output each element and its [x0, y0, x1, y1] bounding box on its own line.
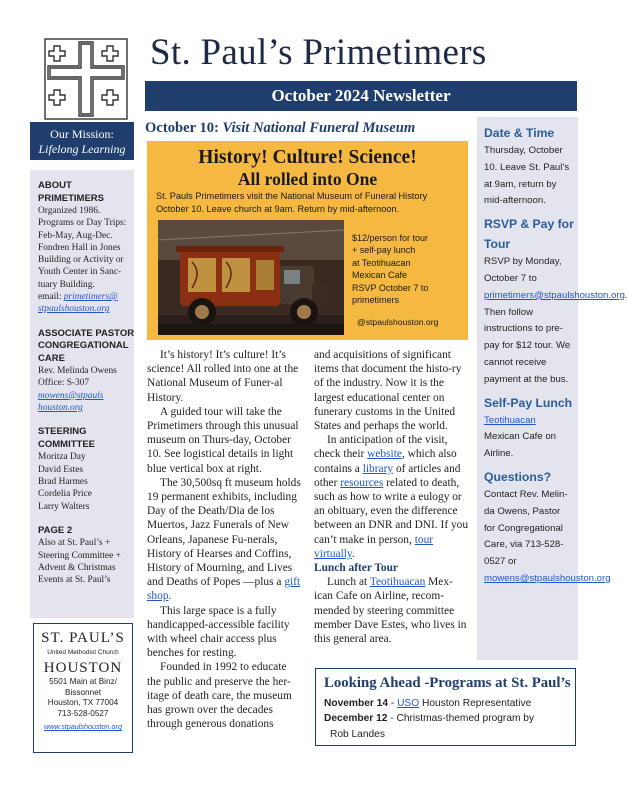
looking-ahead-title: Looking Ahead -Programs at St. Paul’s	[324, 675, 571, 691]
pastor-email-link[interactable]: mowens@stpauls	[38, 390, 104, 401]
event-details-sidebar	[477, 117, 628, 660]
church-address-box	[33, 623, 133, 753]
article-column-1	[147, 348, 301, 731]
museum-library-link[interactable]: library	[362, 462, 394, 475]
church-name: ST. PAUL’S	[41, 630, 125, 646]
page2-line: Events at St. Paul’s	[38, 575, 111, 586]
committee-member: Moritza Day	[38, 452, 86, 463]
about-line: Organized 1986.	[38, 206, 101, 216]
questions-heading: Questions?	[484, 469, 552, 484]
about-section	[38, 180, 130, 316]
flyer-title: History! Culture! Science!	[198, 147, 417, 168]
page2-section	[38, 525, 130, 587]
about-heading: ABOUT PRIMETIMERS	[38, 180, 104, 204]
looking-ahead-box	[315, 668, 576, 746]
pastor-office: Office: S-307	[38, 378, 90, 389]
committee-member: David Estes	[38, 464, 84, 475]
committee-member: Brad Harmes	[38, 476, 88, 487]
lunch-restaurant-link[interactable]: Teotihuacan	[484, 414, 536, 426]
rsvp-email-link[interactable]: primetimers@stpaulshouston.org	[484, 289, 625, 301]
museum-website-link[interactable]: website	[367, 448, 402, 461]
lunch-heading: Self-Pay Lunch	[484, 395, 573, 410]
page2-heading: PAGE 2	[38, 524, 73, 536]
website-link[interactable]: www.stpaulshouston.org	[44, 722, 122, 731]
church-city-name: HOUSTON	[43, 660, 123, 676]
article-paragraph: Lunch at Teotihuacan Mex-ican Cafe on Airline, recom-mended by steering committee member Dave Estes, who lives in this general area.	[314, 576, 467, 646]
mission-label: Our Mission:	[50, 127, 114, 141]
church-denomination: United Methodist Church	[47, 649, 119, 656]
antique-hearse-photo	[158, 220, 344, 335]
about-line: Feb-May, Aug-Dec.	[38, 230, 113, 241]
newsletter-date-banner: October 2024 Newsletter	[145, 81, 577, 111]
upcoming-program-cont: Rob Landes	[330, 728, 385, 740]
page2-line: Also at St. Paul’s +	[38, 538, 111, 549]
committee-member: Cordelia Price	[38, 489, 92, 500]
pastor-email-link-cont[interactable]: houston.org	[38, 403, 83, 414]
uso-link[interactable]: USO	[397, 698, 420, 709]
article-paragraph: Founded in 1992 to educate the public and preserve the her-itage of death care, the museum has grown over the decades through generous donations	[147, 661, 292, 731]
committee-member: Larry Walters	[38, 501, 90, 512]
about-line: Building or Activity or	[38, 255, 124, 266]
newsletter-title: St. Paul’s Primetimers	[150, 32, 487, 73]
street-address: 5501 Main at Binz/	[49, 677, 117, 686]
date-time-heading: Date & Time	[484, 126, 555, 140]
pastor-section	[38, 327, 135, 415]
article-paragraph: and acquisitions of significant items that document the histo-ry of the industry. Now it is the largest educational center on funerary customs in the United States and perhaps the world.	[314, 349, 462, 433]
primetimers-email-link-cont[interactable]: stpaulshouston.org	[38, 304, 110, 315]
page2-line: Steering Committee +	[38, 550, 121, 561]
committee-section	[38, 426, 130, 512]
page2-line: Advent & Christmas	[38, 562, 116, 573]
article-paragraph: A guided tour will take the Primetimers through this unusual museum on Thurs-day, October 10. See logistical details in light blue vertical box at right.	[147, 405, 299, 475]
teotihuacan-link[interactable]: Teotihuacan	[369, 576, 426, 589]
phone-number: 713-528-0527	[57, 708, 109, 718]
upcoming-program: November 14 - USO Houston Representative	[324, 698, 532, 709]
gift-shop-link[interactable]: gift shop	[147, 576, 301, 603]
article-paragraph: This large space is a fully handicapped-accessible facility with wheel chair access plus benches for resting.	[147, 604, 290, 660]
about-line: Fondren Hall in Jones	[38, 242, 121, 253]
about-line: tuary Building.	[38, 279, 95, 290]
mission-box	[30, 122, 134, 160]
flyer-description: St. Pauls Primetimers visit the National Museum of Funeral History October 10. Leave church at 9am. Return by mid-afternoon.	[156, 191, 428, 214]
museum-resources-link[interactable]: resources	[340, 476, 384, 489]
about-line: Programs or Day Trips:	[38, 218, 127, 229]
about-line: Youth Center in Sanc-	[38, 267, 122, 278]
flyer-price-details: $12/person for tour + self-pay lunch at Teotihuacan Mexican Cafe RSVP October 7 to primetimers	[352, 233, 429, 306]
date-time-text: Thursday, October 10. Leave St. Paul’s at 9am, return by mid-afternoon.	[484, 145, 570, 207]
committee-heading: STEERING COMMITTEE	[38, 426, 95, 450]
city-state-zip: Houston, TX 77004	[47, 698, 119, 707]
virtual-tour-link[interactable]: tour virtually	[314, 533, 434, 560]
lunch-text: Teotihuacan Mexican Cafe on Airline.	[484, 414, 556, 460]
article-column-2	[314, 348, 470, 646]
article-paragraph: In anticipation of the visit, check their website, which also contains a library of articles and other resources related to death, such as how to write a eulogy or an obituary, even the difference between an DNR and DNI. If you can’t make in person, tour virtually.	[314, 434, 469, 560]
street-address-cont: Bissonnet	[65, 687, 101, 697]
flyer-email-domain: @stpaulshouston.org	[357, 317, 439, 327]
pastor-contact-email-link[interactable]: mowens@stpaulshouston.org	[484, 572, 611, 584]
rsvp-text: RSVP by Monday, October 7 to primetimers@stpaulshouston.org. Then follow instructions to pre-pay for $12 tour. We cannot receive payment at the bus.	[484, 256, 628, 385]
about-email-line: email: primetimers@	[38, 292, 118, 303]
left-sidebar	[30, 170, 134, 618]
primetimers-email-link[interactable]: primetimers@	[63, 292, 118, 303]
pastor-name: Rev. Melinda Owens	[38, 366, 117, 377]
church-cross-logo-icon	[44, 38, 128, 120]
flyer-subtitle: All rolled into One	[237, 169, 378, 189]
questions-text: Contact Rev. Melin-da Owens, Pastor for Congregational Care, via 713-528-0527 or mowens@stpaulshouston.org	[484, 488, 611, 584]
mission-text: Lifelong Learning	[38, 142, 126, 156]
article-paragraph: The 30,500sq ft museum holds 19 permanent exhibits, including Day of the Death/Dia de los Muertos, Jazz Funerals of New Orleans, Japanese Fu-nerals, History of Hearses and Coffins, History of Mourning, and Lives and Deaths of Popes —plus a gift shop.	[147, 476, 301, 603]
lunch-subheading: Lunch after Tour	[314, 562, 398, 575]
article-paragraph: It’s history! It’s culture! It’s science! All rolled into one at the National Museum of Funer-al History.	[147, 349, 299, 404]
rsvp-heading: RSVP & Pay for Tour	[484, 217, 574, 252]
article-headline: October 10: Visit National Funeral Museum	[145, 120, 416, 136]
event-flyer	[147, 141, 468, 340]
upcoming-program: December 12 - Christmas-themed program by	[324, 713, 535, 725]
pastor-heading: ASSOCIATE PASTOR CONGREGATIONAL CARE	[38, 327, 135, 364]
